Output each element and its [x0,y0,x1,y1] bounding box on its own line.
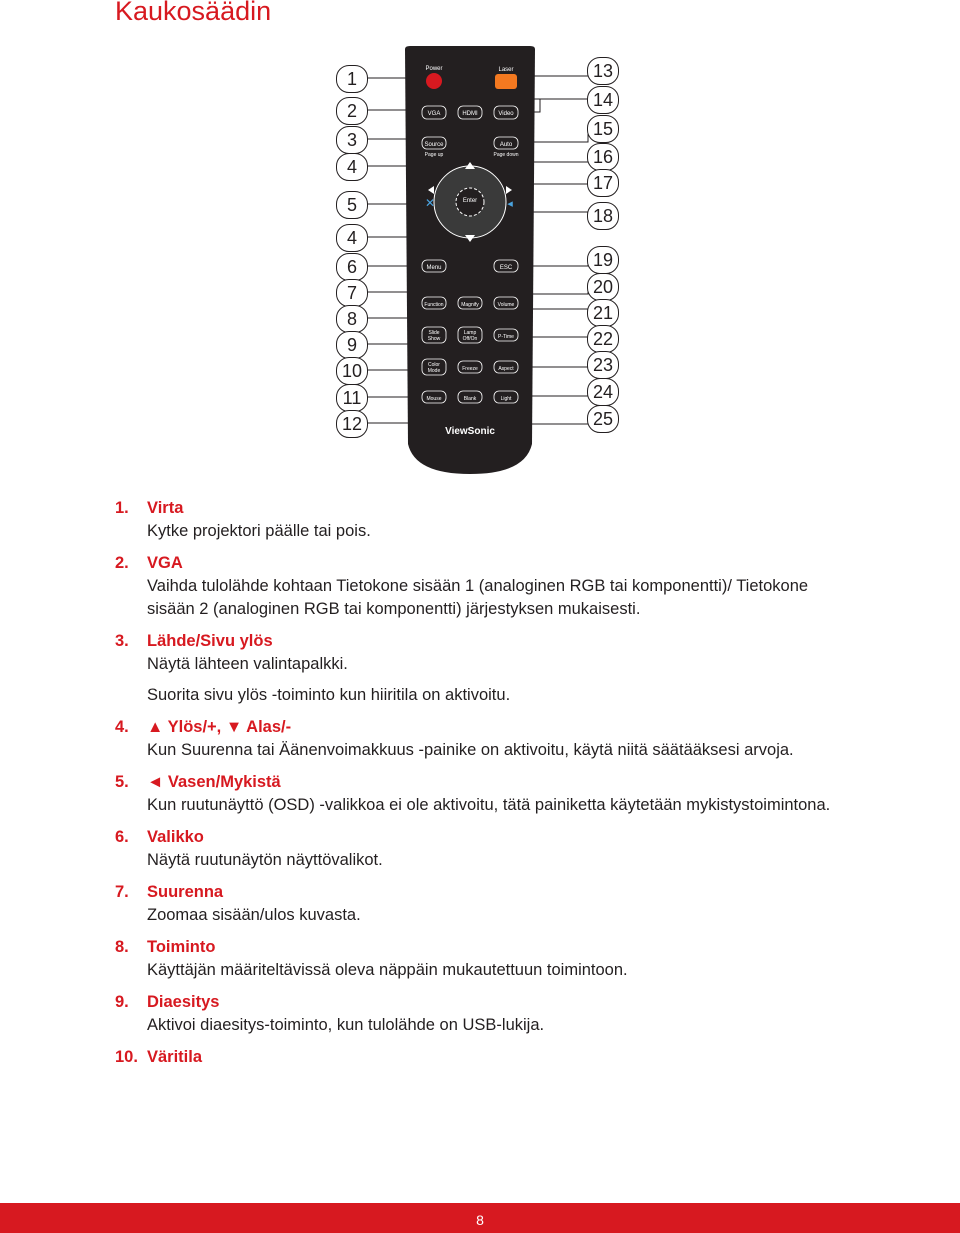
page-title: Kaukosäädin [115,0,272,26]
list-item [115,991,855,1037]
item-description-extra: Suorita sivu ylös -toiminto kun hiiritila on aktivoitu. [147,686,511,704]
item-number: 10. [115,1048,138,1066]
offon-button-label: Off/On [462,336,478,342]
item-description: Käyttäjän määriteltävissä oleva näppäin mukautettuun toimintoon. [147,961,628,979]
list-item [115,881,855,927]
page-number: 8 [476,1212,484,1228]
light-button-label: Light [500,396,512,402]
item-description: Kytke projektori päälle tai pois. [147,522,371,540]
mode-button-label: Mode [427,368,441,374]
esc-button-label: ESC [499,265,513,271]
item-heading: Väritila [147,1048,203,1066]
callout-13: 13 [587,57,619,85]
callout-21: 21 [587,299,619,327]
ptime-button-label: P-Time [498,334,514,340]
speaker-icon: ◂ [507,198,513,210]
callout-18: 18 [587,202,619,230]
item-number: 5. [115,773,129,791]
lamp-button-label: Lamp [463,330,477,336]
callout-6: 6 [336,253,368,281]
enter-button-label: Enter [462,198,478,204]
page-footer [0,1203,960,1233]
list-item [115,1046,855,1069]
item-heading: Virta [147,499,184,517]
item-number: 6. [115,828,129,846]
item-number: 4. [115,718,129,736]
callout-19: 19 [587,246,619,274]
menu-button-label: Menu [426,265,442,271]
list-item [115,826,855,872]
power-button-label: Power [425,66,443,72]
item-description: Näytä ruutunäytön näyttövalikot. [147,851,383,869]
item-description: Kun ruutunäyttö (OSD) -valikkoa ei ole aktivoitu, tätä painiketta käytetään mykistystoimintona. [147,796,831,814]
item-description: Kun Suurenna tai Äänenvoimakkuus -painike on aktivoitu, käytä niitä säätääksesi arvoja. [147,741,794,759]
item-number: 1. [115,499,129,517]
item-number: 7. [115,883,129,901]
callout-15: 15 [587,115,619,143]
item-number: 3. [115,632,129,650]
callout-24: 24 [587,378,619,406]
freeze-button-label: Freeze [462,366,478,372]
remote-control-illustration [330,44,630,476]
brand-logo-text: ViewSonic [445,426,495,437]
remote-control-figure [330,44,630,476]
list-item [115,630,855,707]
callout-12: 12 [336,410,368,438]
item-heading: Lähde/Sivu ylös [147,632,273,650]
slide-button-label: Slide [428,330,440,336]
item-heading: ▲ Ylös/+, ▼ Alas/- [147,718,292,736]
list-item [115,936,855,982]
item-description: Näytä lähteen valintapalkki. [147,655,348,673]
list-item [115,716,855,762]
list-item [115,497,855,543]
magnify-button-label: Magnify [461,302,479,308]
item-heading: Diaesitys [147,993,220,1011]
list-item [115,771,855,817]
volume-button-label: Volume [497,302,515,308]
hdmi-button-label: HDMI [462,111,478,117]
video-button-label: Video [498,111,514,117]
source-button-label: Source [424,142,444,148]
callout-4: 4 [336,153,368,181]
callout-22: 22 [587,325,619,353]
item-number: 2. [115,554,129,572]
callout-7: 7 [336,279,368,307]
callout-4b: 4 [336,224,368,252]
mouse-button-label: Mouse [426,396,442,402]
callout-8: 8 [336,305,368,333]
item-description: Zoomaa sisään/ulos kuvasta. [147,906,361,924]
laser-button-label: Laser [498,67,514,73]
callout-5: 5 [336,191,368,219]
page-up-label: Page up [424,152,444,158]
item-heading: VGA [147,554,183,572]
item-description: Aktivoi diaesitys-toiminto, kun tulolähde on USB-lukija. [147,1016,545,1034]
aspect-button-label: Aspect [498,366,514,372]
color-button-label: Color [428,362,440,368]
item-description: Vaihda tulolähde kohtaan Tietokone sisään 1 (analoginen RGB tai komponentti)/ Tietokone sisään 2 (analoginen RGB tai komponentti) järjestyksen mukaisesti. [147,577,809,618]
blank-button-label: Blank [463,396,477,402]
callout-14: 14 [587,86,619,114]
callout-10: 10 [336,357,368,385]
button-description-list [115,497,855,1069]
page-down-label: Page down [493,152,519,158]
item-number: 8. [115,938,129,956]
item-heading: Toiminto [147,938,216,956]
callout-2: 2 [336,97,368,125]
callout-20: 20 [587,273,619,301]
callout-16: 16 [587,143,619,171]
callout-17: 17 [587,169,619,197]
callout-25: 25 [587,405,619,433]
list-item [115,552,855,621]
vga-button-label: VGA [427,111,441,117]
callout-3: 3 [336,126,368,154]
callout-23: 23 [587,351,619,379]
item-heading: Valikko [147,828,204,846]
callout-11: 11 [336,384,368,412]
function-button-label: Function [424,302,444,308]
auto-button-label: Auto [499,142,513,148]
callout-1: 1 [336,65,368,93]
show-button-label: Show [427,336,441,342]
item-number: 9. [115,993,129,1011]
mute-icon: ✕ [424,196,436,210]
item-heading: ◄ Vasen/Mykistä [147,773,281,791]
item-heading: Suurenna [147,883,224,901]
callout-9: 9 [336,331,368,359]
